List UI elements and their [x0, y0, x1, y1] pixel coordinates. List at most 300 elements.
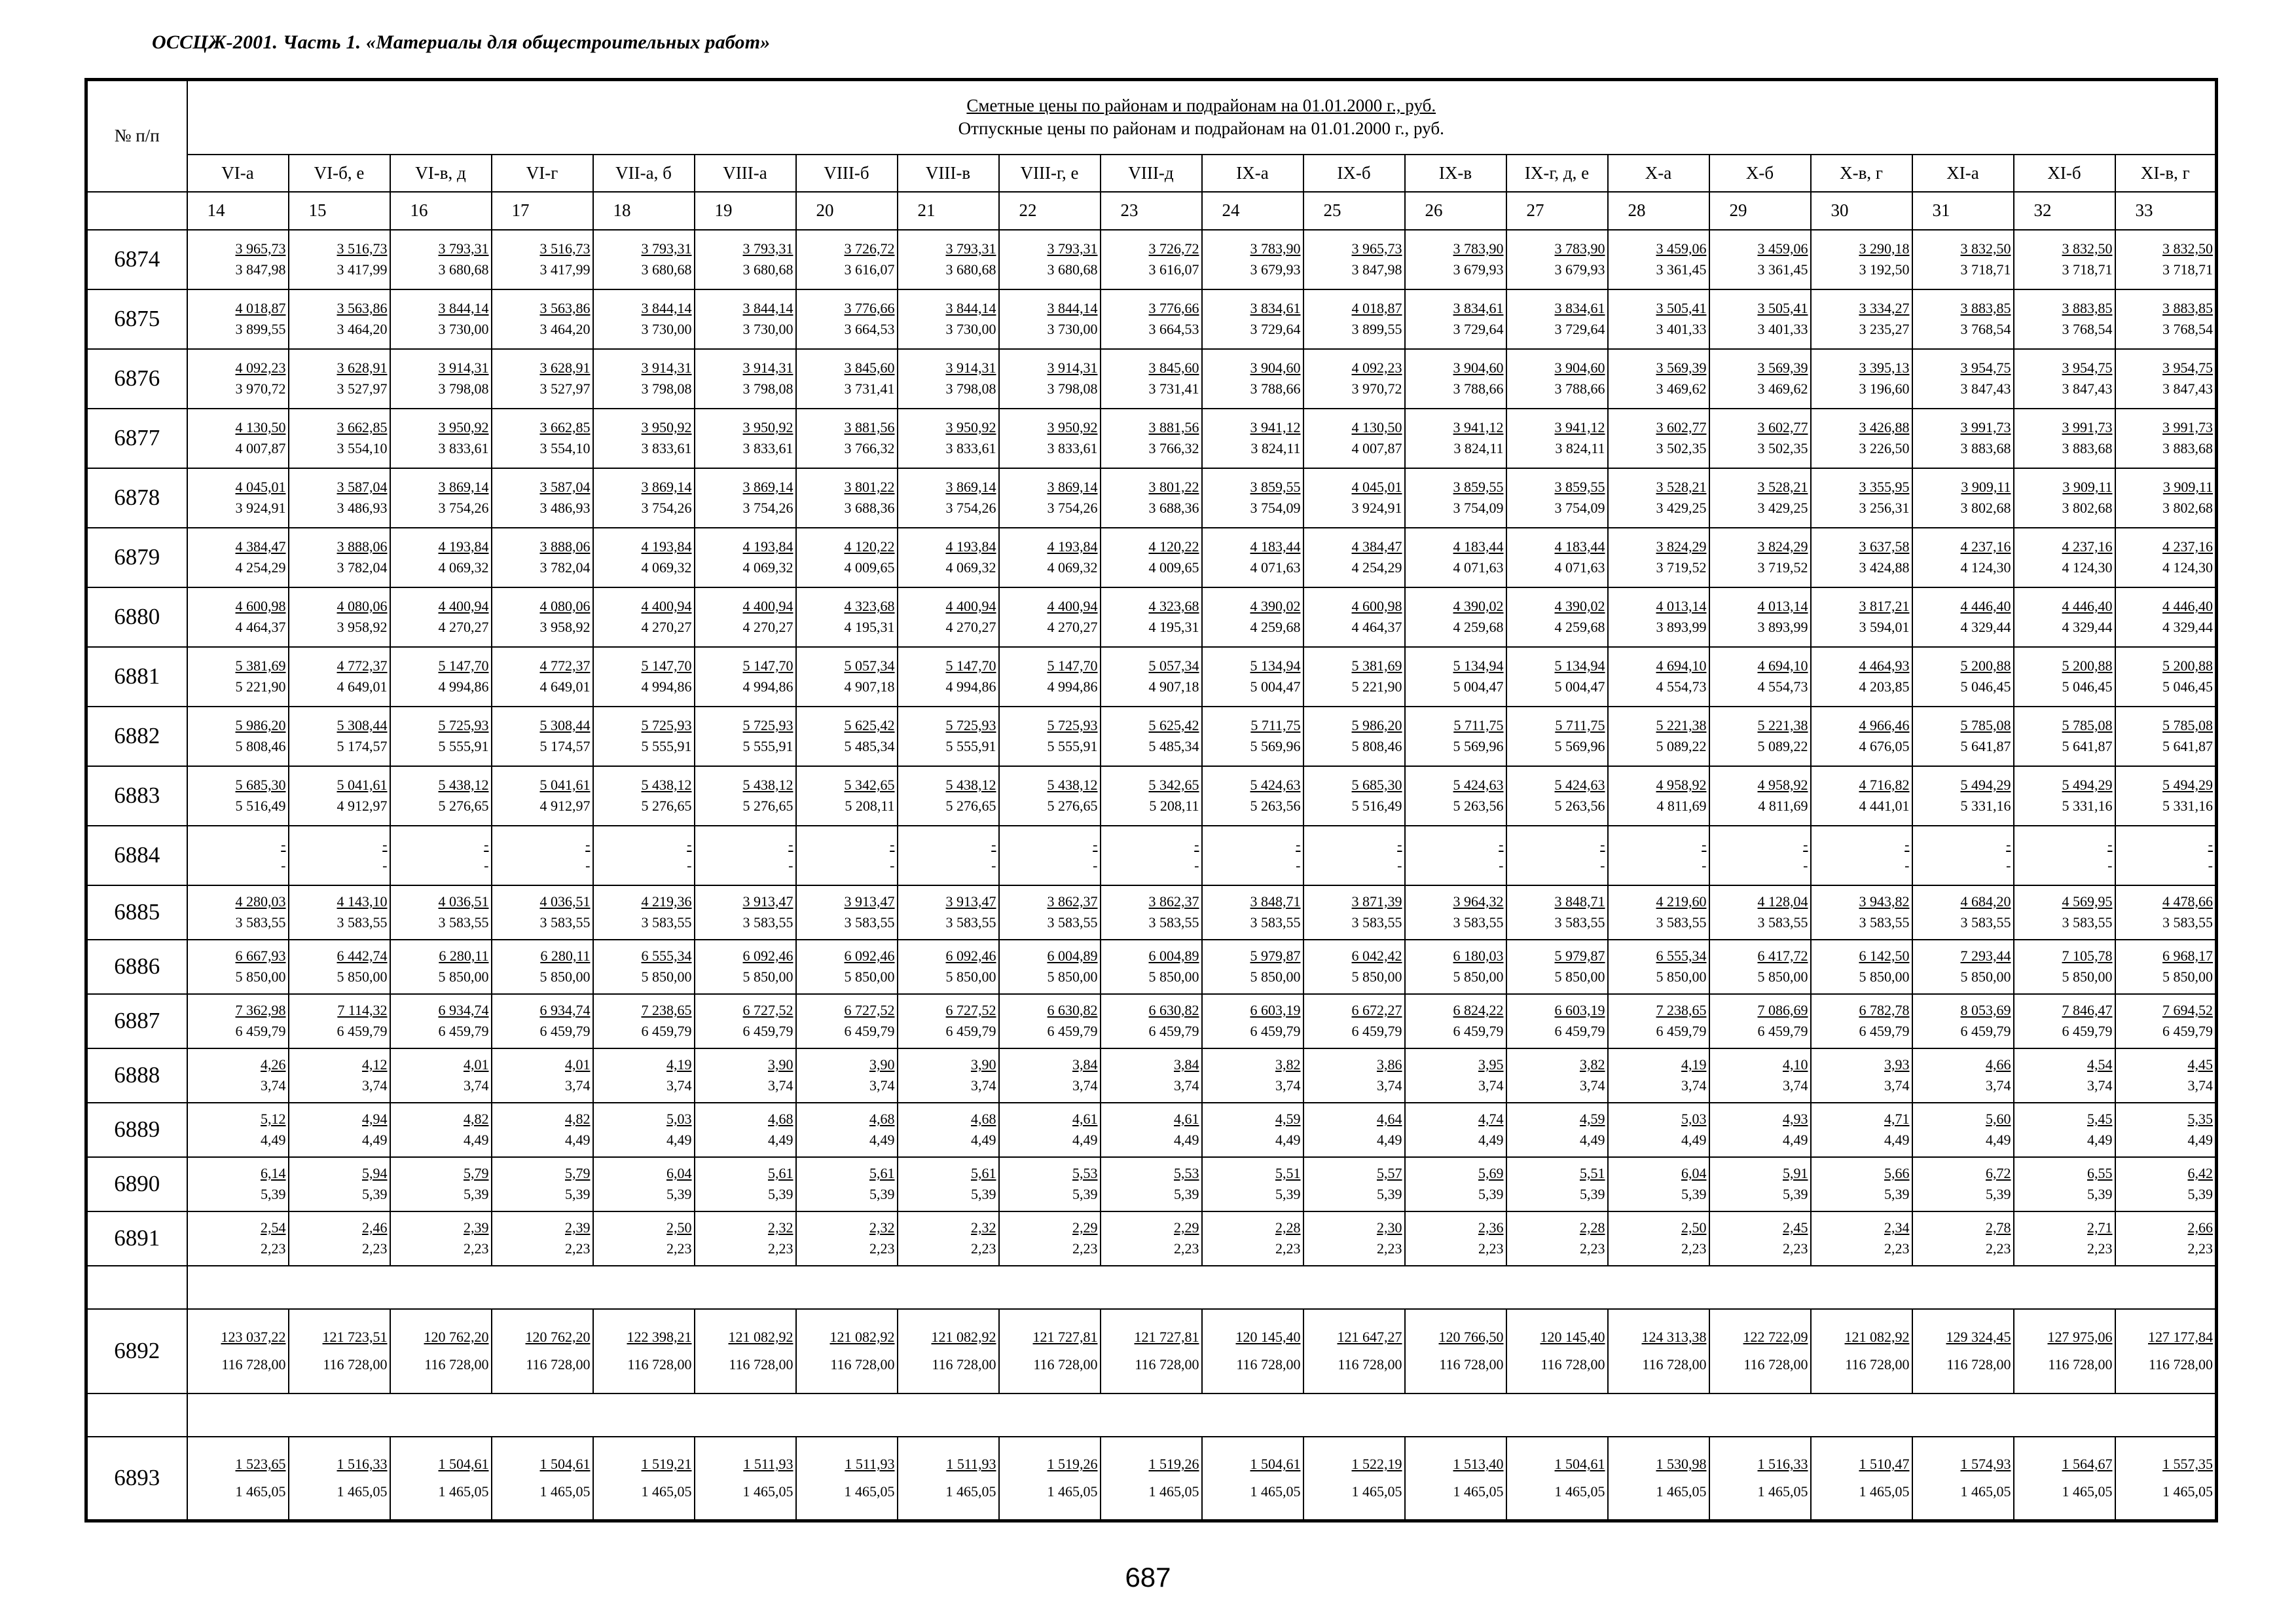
release-price: 116 728,00 — [1439, 1356, 1504, 1373]
release-price: 3 583,55 — [742, 914, 793, 931]
price-cell — [1608, 349, 1709, 409]
estimate-price: 3 290,18 — [1859, 240, 1910, 257]
release-price: 3 664,53 — [1148, 321, 1199, 337]
price-cell — [1101, 766, 1202, 826]
price-cell — [1912, 230, 2014, 289]
estimate-price: 5,61 — [768, 1165, 793, 1181]
price-cell — [695, 707, 796, 766]
release-price: 3 847,43 — [1960, 380, 2011, 397]
price-cell — [1912, 587, 2014, 647]
price-cell — [390, 1048, 492, 1103]
estimate-price: 4 013,14 — [1757, 598, 1808, 614]
release-price: 116 728,00 — [2148, 1356, 2213, 1373]
estimate-price: 1 513,40 — [1453, 1456, 1504, 1473]
estimate-price: 5 342,65 — [1148, 777, 1199, 793]
price-cell — [593, 1157, 695, 1211]
region-column-header: X-в, г — [1811, 155, 1912, 192]
price-cell — [796, 1211, 898, 1266]
estimate-price: 6 280,11 — [439, 948, 489, 964]
estimate-price: 4 772,37 — [337, 657, 388, 674]
release-price: 3,74 — [1275, 1077, 1301, 1094]
release-price: 4 270,27 — [742, 619, 793, 635]
estimate-price: 5 625,42 — [1148, 717, 1199, 733]
release-price: 3,74 — [768, 1077, 793, 1094]
estimate-price: 1 516,33 — [337, 1456, 388, 1473]
release-price: 3 502,35 — [1757, 440, 1808, 456]
release-price: 1 465,05 — [945, 1483, 996, 1500]
price-cell — [898, 766, 999, 826]
column-number: 21 — [898, 192, 999, 230]
estimate-price: 5 041,61 — [539, 777, 591, 793]
estimate-price: 5 381,69 — [1351, 657, 1402, 674]
price-cell — [1811, 1437, 1912, 1521]
price-cell — [898, 994, 999, 1048]
release-price: 4 069,32 — [438, 559, 489, 576]
estimate-price: 2,30 — [1377, 1219, 1402, 1236]
price-cell — [1303, 885, 1405, 940]
region-column-header: XI-в, г — [2115, 155, 2217, 192]
release-price: 4 994,86 — [945, 678, 996, 695]
release-price: 3 469,62 — [1656, 380, 1707, 397]
price-cell — [1709, 528, 1811, 587]
estimate-price: 6 824,22 — [1453, 1002, 1504, 1018]
estimate-price: 4,54 — [2087, 1056, 2113, 1073]
price-cell — [1405, 1048, 1506, 1103]
price-cell — [898, 1437, 999, 1521]
price-cell — [796, 826, 898, 885]
price-cell — [1405, 349, 1506, 409]
release-price: 3 847,43 — [2062, 380, 2113, 397]
price-cell — [1608, 1309, 1709, 1393]
release-price: 5,39 — [768, 1186, 793, 1202]
price-cell — [695, 766, 796, 826]
price-cell — [2014, 647, 2115, 707]
estimate-price: 127 975,06 — [2047, 1329, 2113, 1345]
release-price: 3 824,11 — [1250, 440, 1301, 456]
price-cell — [492, 289, 593, 349]
estimate-price: 5 221,38 — [1656, 717, 1707, 733]
release-price: 5 850,00 — [641, 969, 692, 985]
price-cell — [1912, 528, 2014, 587]
release-price: 3 883,68 — [1960, 440, 2011, 456]
estimate-price: 4,01 — [565, 1056, 591, 1073]
price-cell — [2014, 230, 2115, 289]
release-price: - — [1702, 857, 1707, 874]
price-cell — [1811, 1309, 1912, 1393]
region-column-header: IX-а — [1202, 155, 1303, 192]
estimate-price: 2,78 — [1986, 1219, 2011, 1236]
release-price: 4 270,27 — [1047, 619, 1098, 635]
release-price: 116 728,00 — [1033, 1356, 1098, 1373]
price-cell — [999, 1437, 1101, 1521]
release-price: 2,23 — [1986, 1240, 2011, 1257]
release-price: 3 616,07 — [1148, 261, 1199, 278]
estimate-price: 2,34 — [1884, 1219, 1910, 1236]
estimate-price: 3 832,50 — [2062, 240, 2113, 257]
price-cell — [898, 885, 999, 940]
table-row — [86, 994, 2217, 1048]
estimate-price: 5 711,75 — [1453, 717, 1504, 733]
prices-header — [187, 80, 2217, 155]
release-price: 2,23 — [1377, 1240, 1402, 1257]
estimate-price: 6 555,34 — [641, 948, 692, 964]
price-cell — [2115, 587, 2217, 647]
price-cell — [1101, 289, 1202, 349]
estimate-price: 3 459,06 — [1757, 240, 1808, 257]
price-cell — [695, 349, 796, 409]
release-price: 3 731,41 — [1148, 380, 1199, 397]
release-price: 3 583,55 — [1453, 914, 1504, 931]
estimate-price: 3 848,71 — [1554, 893, 1605, 910]
release-price: 116 728,00 — [627, 1356, 692, 1373]
release-price: 4,49 — [1072, 1132, 1098, 1148]
release-price: - — [281, 857, 286, 874]
release-price: 5 004,47 — [1250, 678, 1301, 695]
price-cell — [898, 1211, 999, 1266]
price-cell — [1101, 230, 1202, 289]
release-price: 6 459,79 — [1656, 1023, 1707, 1039]
release-price: 4,49 — [1884, 1132, 1910, 1148]
release-price: 3 847,43 — [2162, 380, 2213, 397]
estimate-price: 4 600,98 — [235, 598, 286, 614]
price-cell — [1101, 826, 1202, 885]
estimate-price: 3 563,86 — [337, 300, 388, 316]
price-cell — [1303, 826, 1405, 885]
release-price: 3,74 — [464, 1077, 489, 1094]
release-price: 3,74 — [1072, 1077, 1098, 1094]
release-price: 3 583,55 — [1554, 914, 1605, 931]
price-cell — [1608, 940, 1709, 994]
estimate-price: 120 145,40 — [1540, 1329, 1605, 1345]
estimate-price: 7 293,44 — [1960, 948, 2011, 964]
estimate-price: 4,71 — [1884, 1111, 1910, 1127]
price-cell — [1101, 1211, 1202, 1266]
release-price: 6 459,79 — [1554, 1023, 1605, 1039]
price-cell — [898, 940, 999, 994]
row-number: 6887 — [86, 994, 187, 1048]
price-cell — [1912, 1048, 2014, 1103]
estimate-price: 4 183,44 — [1250, 538, 1301, 555]
release-price: 116 728,00 — [729, 1356, 793, 1373]
estimate-price: 2,71 — [2087, 1219, 2113, 1236]
estimate-price: 3 950,92 — [1047, 419, 1098, 435]
price-cell — [1608, 1437, 1709, 1521]
price-cell — [289, 230, 390, 289]
release-price: 5 046,45 — [2162, 678, 2213, 695]
release-price: 5,39 — [1580, 1186, 1605, 1202]
estimate-price: 3 334,27 — [1859, 300, 1910, 316]
estimate-price: 5 986,20 — [1351, 717, 1402, 733]
price-cell — [1608, 707, 1709, 766]
release-price: 116 728,00 — [830, 1356, 895, 1373]
release-price: 5 850,00 — [2162, 969, 2213, 985]
release-price: 116 728,00 — [2048, 1356, 2113, 1373]
price-cell — [999, 826, 1101, 885]
price-cell — [187, 1048, 289, 1103]
price-cell — [593, 994, 695, 1048]
price-cell — [2014, 409, 2115, 468]
price-cell — [492, 1309, 593, 1393]
estimate-price: 3 881,56 — [1148, 419, 1199, 435]
price-cell — [1303, 1309, 1405, 1393]
price-cell — [1101, 587, 1202, 647]
price-cell — [695, 587, 796, 647]
release-price: 3 196,60 — [1859, 380, 1910, 397]
release-price: 5 555,91 — [438, 738, 489, 754]
price-cell — [1811, 940, 1912, 994]
release-price: 6 459,79 — [438, 1023, 489, 1039]
release-price: 4,49 — [362, 1132, 388, 1148]
price-cell — [1709, 349, 1811, 409]
estimate-price: 6 603,19 — [1554, 1002, 1605, 1018]
price-cell — [2115, 1048, 2217, 1103]
price-cell — [1405, 409, 1506, 468]
estimate-price: 3 964,32 — [1453, 893, 1504, 910]
release-price: 1 465,05 — [539, 1483, 591, 1500]
release-price: 3 788,66 — [1250, 380, 1301, 397]
estimate-price: 4 600,98 — [1351, 598, 1402, 614]
release-price: 5 174,57 — [539, 738, 591, 754]
release-price: 3,74 — [666, 1077, 692, 1094]
estimate-price: 4 716,82 — [1859, 777, 1910, 793]
price-cell — [1405, 528, 1506, 587]
estimate-price: 4 446,40 — [1960, 598, 2011, 614]
estimate-price: 4 092,23 — [1351, 360, 1402, 376]
release-price: 5 808,46 — [235, 738, 286, 754]
release-price: 3 730,00 — [1047, 321, 1098, 337]
price-cell — [187, 1157, 289, 1211]
table-row — [86, 940, 2217, 994]
price-cell — [390, 1103, 492, 1157]
price-cell — [1506, 1211, 1608, 1266]
price-cell — [2014, 885, 2115, 940]
estimate-price: 6 727,52 — [844, 1002, 895, 1018]
estimate-price: 3 844,14 — [945, 300, 996, 316]
release-price: - — [687, 857, 692, 874]
estimate-price: 5 785,08 — [1960, 717, 2011, 733]
estimate-price: 7 105,78 — [2062, 948, 2113, 964]
estimate-price: 3 776,66 — [1148, 300, 1199, 316]
table-row — [86, 647, 2217, 707]
estimate-price: 3 913,47 — [742, 893, 793, 910]
estimate-price: 121 723,51 — [322, 1329, 388, 1345]
price-cell — [1506, 289, 1608, 349]
release-price: 4 994,86 — [438, 678, 489, 695]
price-cell — [695, 1211, 796, 1266]
price-cell — [999, 647, 1101, 707]
price-cell — [1303, 230, 1405, 289]
estimate-price: 121 727,81 — [1134, 1329, 1199, 1345]
release-price: 5,39 — [2187, 1186, 2213, 1202]
price-cell — [1405, 826, 1506, 885]
price-cell — [1709, 707, 1811, 766]
release-price: 5 263,56 — [1250, 798, 1301, 814]
estimate-price: 3 516,73 — [337, 240, 388, 257]
release-price: 4 069,32 — [1047, 559, 1098, 576]
price-cell — [1303, 1437, 1405, 1521]
price-cell — [796, 1103, 898, 1157]
price-cell — [187, 1103, 289, 1157]
price-cell — [1303, 349, 1405, 409]
row-number: 6877 — [86, 409, 187, 468]
estimate-price: 4 045,01 — [235, 479, 286, 495]
release-price: 4,49 — [464, 1132, 489, 1148]
column-number: 20 — [796, 192, 898, 230]
price-cell — [796, 940, 898, 994]
estimate-price: 121 082,92 — [931, 1329, 996, 1345]
release-price: 116 728,00 — [1236, 1356, 1301, 1373]
release-price: 3,74 — [1377, 1077, 1402, 1094]
price-cell — [1811, 289, 1912, 349]
region-column-header: IX-в — [1405, 155, 1506, 192]
page-number: 687 — [1125, 1562, 1171, 1593]
release-price: 5 850,00 — [1554, 969, 1605, 985]
estimate-price: 6 092,46 — [945, 948, 996, 964]
estimate-price: 4,74 — [1478, 1111, 1504, 1127]
price-cell — [2115, 940, 2217, 994]
price-cell — [1303, 1103, 1405, 1157]
price-cell — [187, 766, 289, 826]
price-cell — [1912, 409, 2014, 468]
table-row — [86, 289, 2217, 349]
estimate-price: 5 725,93 — [945, 717, 996, 733]
price-cell — [2115, 1309, 2217, 1393]
price-cell — [2115, 1103, 2217, 1157]
estimate-price: 7 362,98 — [235, 1002, 286, 1018]
release-price: 5 004,47 — [1554, 678, 1605, 695]
estimate-price: 5 134,94 — [1250, 657, 1301, 674]
estimate-price: 3 844,14 — [1047, 300, 1098, 316]
price-cell — [289, 647, 390, 707]
release-price: 4,49 — [261, 1132, 286, 1148]
estimate-price: 3 941,12 — [1554, 419, 1605, 435]
release-price: 5 331,16 — [2162, 798, 2213, 814]
release-price: 3 958,92 — [539, 619, 591, 635]
release-price: 5 641,87 — [1960, 738, 2011, 754]
table-row — [86, 1103, 2217, 1157]
estimate-price: 3 569,39 — [1656, 360, 1707, 376]
estimate-price: - — [1904, 836, 1910, 853]
release-price: 3 833,61 — [945, 440, 996, 456]
estimate-price: 4 193,84 — [438, 538, 489, 555]
estimate-price: 3 783,90 — [1554, 240, 1605, 257]
release-price: - — [1904, 857, 1910, 874]
region-column-header: XI-а — [1912, 155, 2014, 192]
estimate-price: 5 725,93 — [742, 717, 793, 733]
estimate-price: 5,66 — [1884, 1165, 1910, 1181]
column-number: 27 — [1506, 192, 1608, 230]
estimate-price: 3 783,90 — [1453, 240, 1504, 257]
price-cell — [1202, 940, 1303, 994]
estimate-price: 6,14 — [261, 1165, 286, 1181]
estimate-price: 4 384,47 — [235, 538, 286, 555]
estimate-price: 7 238,65 — [641, 1002, 692, 1018]
region-column-header: IX-г, д, е — [1506, 155, 1608, 192]
price-cell — [999, 1157, 1101, 1211]
estimate-price: 4 772,37 — [539, 657, 591, 674]
release-price: 6 459,79 — [945, 1023, 996, 1039]
estimate-price: 6,04 — [1681, 1165, 1707, 1181]
release-price: 5 850,00 — [1656, 969, 1707, 985]
price-cell — [1202, 528, 1303, 587]
estimate-price: 5 147,70 — [438, 657, 489, 674]
estimate-price: 3 587,04 — [539, 479, 591, 495]
release-price: - — [2107, 857, 2113, 874]
price-cell — [1811, 647, 1912, 707]
estimate-price: 6 727,52 — [945, 1002, 996, 1018]
release-price: 4 069,32 — [641, 559, 692, 576]
estimate-price: 3 637,58 — [1859, 538, 1910, 555]
release-price: 4,49 — [1275, 1132, 1301, 1148]
estimate-price: 5 147,70 — [945, 657, 996, 674]
release-price: 2,23 — [1275, 1240, 1301, 1257]
price-cell — [1101, 647, 1202, 707]
release-price: 1 465,05 — [235, 1483, 286, 1500]
price-cell — [2014, 826, 2115, 885]
row-number: 6889 — [86, 1103, 187, 1157]
estimate-price: - — [2208, 836, 2213, 853]
estimate-price: 7 846,47 — [2062, 1002, 2113, 1018]
price-cell — [1811, 409, 1912, 468]
estimate-price: 3 832,50 — [2162, 240, 2213, 257]
estimate-price: 1 511,93 — [845, 1456, 895, 1473]
price-cell — [1405, 766, 1506, 826]
price-cell — [492, 647, 593, 707]
estimate-price: 3 991,73 — [2162, 419, 2213, 435]
release-price: 5 555,91 — [1047, 738, 1098, 754]
release-price: 5,39 — [1783, 1186, 1808, 1202]
estimate-price: 3 834,61 — [1250, 300, 1301, 316]
release-price: 5 331,16 — [1960, 798, 2011, 814]
price-cell — [1709, 885, 1811, 940]
estimate-price: 3 395,13 — [1859, 360, 1910, 376]
estimate-price: 121 647,27 — [1337, 1329, 1402, 1345]
release-price: 3 583,55 — [641, 914, 692, 931]
row-number: 6874 — [86, 230, 187, 289]
estimate-price: 5 494,29 — [1960, 777, 2011, 793]
price-cell — [1405, 994, 1506, 1048]
release-price: 4 270,27 — [641, 619, 692, 635]
estimate-price: 2,29 — [1072, 1219, 1098, 1236]
release-price: 2,23 — [1580, 1240, 1605, 1257]
price-cell — [2014, 766, 2115, 826]
region-column-header: VI-а — [187, 155, 289, 192]
price-cell — [2115, 349, 2217, 409]
price-cell — [1811, 885, 1912, 940]
release-price: 1 465,05 — [1554, 1483, 1605, 1500]
price-cell — [1202, 1157, 1303, 1211]
release-price: 1 465,05 — [438, 1483, 489, 1500]
price-cell — [1202, 1211, 1303, 1266]
estimate-price: 4 143,10 — [337, 893, 388, 910]
price-cell — [390, 1157, 492, 1211]
release-price: 4 007,87 — [235, 440, 286, 456]
estimate-price: 5,79 — [565, 1165, 591, 1181]
release-price: 3 893,99 — [1656, 619, 1707, 635]
release-price: 3 235,27 — [1859, 321, 1910, 337]
release-price: 4 912,97 — [337, 798, 388, 814]
release-price: 3 782,04 — [539, 559, 591, 576]
release-price: 3 754,26 — [1047, 500, 1098, 516]
price-cell — [289, 587, 390, 647]
region-column-header: VIII-а — [695, 155, 796, 192]
release-price: 3 798,08 — [1047, 380, 1098, 397]
release-price: 4,49 — [1681, 1132, 1707, 1148]
release-price: 2,23 — [464, 1240, 489, 1257]
price-cell — [999, 409, 1101, 468]
release-price: 4,49 — [971, 1132, 996, 1148]
estimate-price: 4 446,40 — [2162, 598, 2213, 614]
